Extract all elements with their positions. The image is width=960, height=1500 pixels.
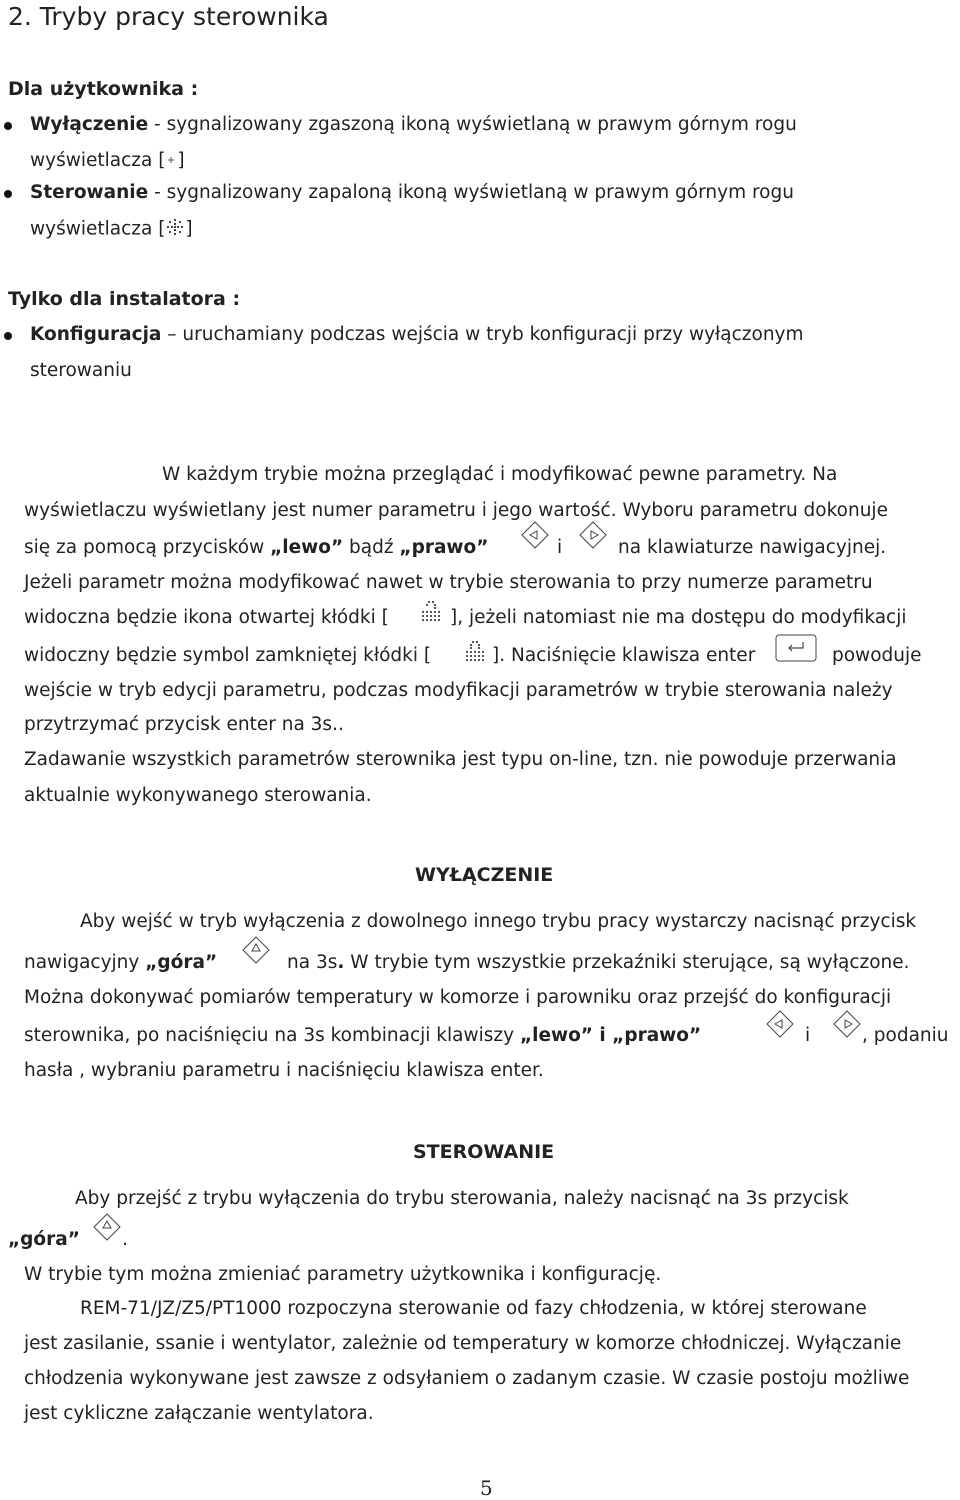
paragraph-line: widoczna będzie ikona otwartej kłódki [ [24, 607, 389, 628]
page-title: 2. Tryby pracy sterownika [8, 2, 329, 31]
paragraph-word: i [805, 1025, 811, 1046]
paragraph-line: Aby wejść w tryb wyłączenia z dowolnego innego trybu pracy wystarczy nacisnąć przycisk [80, 911, 917, 932]
off-section-heading: WYŁĄCZENIE [415, 864, 554, 886]
paragraph-line: wejście w tryb edycji parametru, podczas modyfikacji parametrów w trybie sterowania należy [24, 680, 893, 701]
paragraph-line: jest cykliczne załączanie wentylatora. [24, 1403, 374, 1424]
bullet [4, 122, 12, 130]
paragraph-line: chłodzenia wykonywane jest zawsze z odsyłaniem o zadanym czasie. W czasie postoju możliwe [24, 1368, 910, 1389]
list-item-konfiguracja-cont: sterowaniu [30, 360, 132, 381]
paragraph-line: sterownika, po naciśnięciu na 3s kombinacji klawiszy „lewo” i „prawo” [24, 1025, 702, 1046]
open-padlock-icon [420, 600, 442, 630]
list-item-konfiguracja: Konfiguracja – uruchamiany podczas wejścia w tryb konfiguracji przy wyłączonym [30, 324, 804, 345]
paragraph-line: aktualnie wykonywanego sterowania. [24, 785, 372, 806]
paragraph-line: hasła , wybraniu parametru i naciśnięciu klawisza enter. [24, 1060, 544, 1081]
paragraph-line: REM-71/JZ/Z5/PT1000 rozpoczyna sterowanie od fazy chłodzenia, w której sterowane [80, 1298, 867, 1319]
left-arrow-key-icon [520, 520, 550, 554]
paragraph-line: W trybie tym można zmieniać parametry użytkownika i konfigurację. [24, 1264, 662, 1285]
paragraph-line: ]. Naciśnięcie klawisza enter [492, 645, 756, 666]
paragraph-line: Można dokonywać pomiarów temperatury w komorze i parowniku oraz przejść do konfiguracji [24, 987, 892, 1008]
paragraph-line: na klawiaturze nawigacyjnej. [618, 537, 887, 558]
paragraph-line: wyświetlaczu wyświetlany jest numer parametru i jego wartość. Wyboru parametru dokonuje [24, 500, 888, 521]
paragraph-line: przytrzymać przycisk enter na 3s.. [24, 714, 344, 735]
paragraph-line: , podaniu [862, 1025, 949, 1046]
paragraph-line: „góra” [8, 1229, 80, 1250]
paragraph-word: . [122, 1229, 128, 1250]
paragraph-line: jest zasilanie, ssanie i wentylator, zależnie od temperatury w komorze chłodniczej. Wyłączanie [24, 1333, 902, 1354]
left-arrow-key-icon [765, 1009, 795, 1043]
paragraph-line: na 3s. W trybie tym wszystkie przekaźniki sterujące, są wyłączone. [287, 952, 910, 973]
paragraph-line: Zadawanie wszystkich parametrów sterownika jest typu on-line, tzn. nie powoduje przerwania [24, 749, 897, 770]
snowflake-on-icon [165, 218, 185, 241]
snowflake-off-icon [165, 151, 177, 172]
paragraph-line: ], jeżeli natomiast nie ma dostępu do modyfikacji [450, 607, 907, 628]
paragraph-line: nawigacyjny „góra” [24, 952, 218, 973]
list-item-sterowanie: Sterowanie - sygnalizowany zapaloną ikoną wyświetlaną w prawym górnym rogu [30, 182, 794, 203]
bullet [4, 190, 12, 198]
bullet [4, 332, 12, 340]
page-number: 5 [480, 1476, 493, 1500]
up-arrow-key-icon [241, 935, 271, 969]
list-item-wylaczenie: Wyłączenie - sygnalizowany zgaszoną ikoną wyświetlaną w prawym górnym rogu [30, 114, 797, 135]
closed-padlock-icon [464, 640, 486, 670]
paragraph-line: W każdym trybie można przeglądać i modyfikować pewne parametry. Na [162, 464, 838, 485]
paragraph-line: się za pomocą przycisków „lewo” bądź „prawo” [24, 537, 489, 558]
ctrl-section-heading: STEROWANIE [413, 1141, 555, 1163]
right-arrow-key-icon [832, 1009, 862, 1043]
up-arrow-key-icon [92, 1212, 122, 1246]
paragraph-line: Aby przejść z trybu wyłączenia do trybu sterowania, należy nacisnąć na 3s przycisk [75, 1188, 849, 1209]
paragraph-line: widoczny będzie symbol zamkniętej kłódki [ [24, 645, 432, 666]
installer-section-heading: Tylko dla instalatora : [8, 288, 241, 310]
paragraph-line: Jeżeli parametr można modyfikować nawet w trybie sterowania to przy numerze parametru [24, 572, 873, 593]
right-arrow-key-icon [578, 520, 608, 554]
user-section-heading: Dla użytkownika : [8, 78, 199, 100]
paragraph-line: powoduje [832, 645, 922, 666]
paragraph-word: i [557, 537, 563, 558]
list-item-wylaczenie-cont: wyświetlacza [ ] [30, 150, 185, 171]
list-item-sterowanie-cont: wyświetlacza [ ] [30, 218, 193, 240]
enter-key-icon [775, 634, 817, 668]
